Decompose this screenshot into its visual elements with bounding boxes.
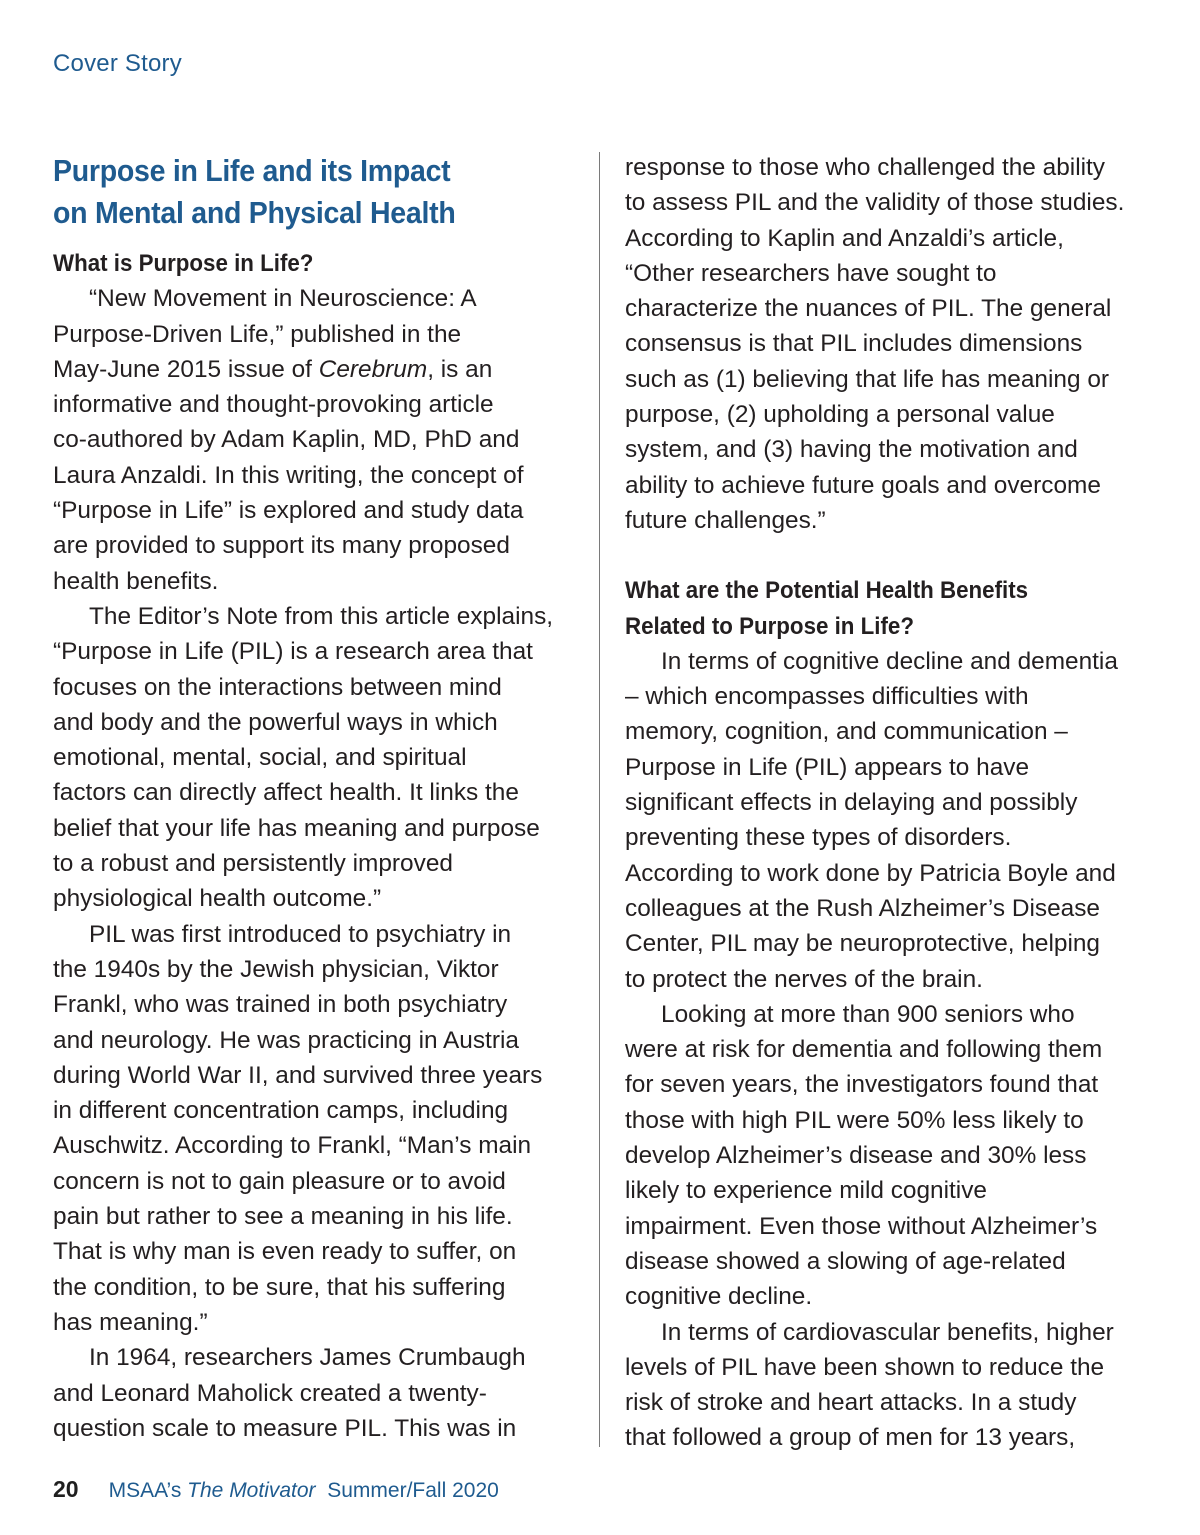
paragraph-gap [625, 538, 1150, 573]
text-line: focuses on the interactions between mind [53, 673, 502, 701]
right-column [625, 150, 1150, 1456]
page-footer [53, 1476, 499, 1503]
text-line: Laura Anzaldi. In this writing, the concept of [53, 461, 524, 489]
text-line: levels of PIL have been shown to reduce the [625, 1353, 1105, 1381]
text-line: significant effects in delaying and possibly [625, 789, 1078, 817]
text-line: The Editor’s Note from this article explains, [89, 602, 554, 630]
text-line: such as (1) believing that life has meaning or [625, 365, 1110, 393]
issue-label: Summer/Fall 2020 [315, 1479, 499, 1502]
text-line: consensus is that PIL includes dimensions [625, 330, 1083, 358]
text-line: to protect the nerves of the brain. [625, 965, 983, 993]
text-line: In 1964, researchers James Crumbaugh [89, 1344, 526, 1372]
text-line: preventing these types of disorders. [625, 824, 1012, 852]
journal-name: Cerebrum [318, 355, 428, 383]
text-line: response to those who challenged the ability [625, 154, 1106, 181]
subheading-health-benefits: What are the Potential Health Benefits Related to Purpose in Life? [625, 577, 1029, 640]
text-line: – which encompasses difficulties with [625, 683, 1029, 711]
text-line: concern is not to gain pleasure or to avoid [53, 1167, 506, 1195]
text-line: in different concentration camps, including [53, 1097, 509, 1125]
text-line: physiological health outcome.” [53, 885, 382, 913]
left-column [53, 150, 583, 1446]
text-line: and body and the powerful ways in which [53, 708, 498, 736]
text-line: develop Alzheimer’s disease and 30% less [625, 1142, 1087, 1170]
text-line: cognitive decline. [625, 1283, 813, 1311]
text-line: were at risk for dementia and following them [625, 1036, 1103, 1064]
title-line: on Mental and Physical Health [53, 195, 456, 230]
text-line: Purpose-Driven Life,” published in the [53, 320, 462, 348]
text-line: for seven years, the investigators found that [625, 1071, 1099, 1099]
text-line: informative and thought-provoking article [53, 391, 494, 419]
text-line: Purpose in Life (PIL) appears to have [625, 753, 1030, 781]
text-line: to a robust and persistently improved [53, 850, 453, 878]
text-line: “Other researchers have sought to [625, 259, 997, 287]
text-line: during World War II, and survived three years [53, 1061, 543, 1089]
text-line: the condition, to be sure, that his suffering [53, 1273, 506, 1301]
article-title [53, 150, 568, 234]
text-line: purpose, (2) upholding a personal value [625, 401, 1055, 429]
page-number: 20 [53, 1476, 79, 1502]
text-line: memory, cognition, and communication – [625, 718, 1068, 746]
text-line: question scale to measure PIL. This was in [53, 1414, 517, 1442]
text-line: May-June 2015 issue of Cerebrum, is an [53, 355, 493, 383]
text-line: Looking at more than 900 seniors who [661, 1000, 1075, 1028]
text-line: future challenges.” [625, 506, 826, 534]
text-line: characterize the nuances of PIL. The general [625, 295, 1112, 323]
text-line: Center, PIL may be neuroprotective, helping [625, 930, 1100, 958]
text-line: disease showed a slowing of age-related [625, 1247, 1066, 1275]
text-line: Auschwitz. According to Frankl, “Man’s main [53, 1132, 532, 1160]
text-line: health benefits. [53, 567, 219, 595]
text-line: According to Kaplin and Anzaldi’s article, [625, 224, 1064, 252]
text-line: colleagues at the Rush Alzheimer’s Disease [625, 894, 1100, 922]
publication-name: The Motivator [187, 1479, 316, 1502]
text-line: “New Movement in Neuroscience: A [89, 285, 477, 313]
text-line: That is why man is even ready to suffer, on [53, 1238, 517, 1266]
text-line: emotional, mental, social, and spiritual [53, 744, 467, 772]
text-line: belief that your life has meaning and purpose [53, 814, 540, 842]
text-line: “Purpose in Life (PIL) is a research area that [53, 638, 533, 666]
text-line: system, and (3) having the motivation and [625, 436, 1078, 464]
text-line: risk of stroke and heart attacks. In a study [625, 1389, 1077, 1417]
text-line: PIL was first introduced to psychiatry in [89, 920, 512, 948]
text-line: pain but rather to see a meaning in his life. [53, 1203, 513, 1231]
text-line: those with high PIL were 50% less likely to [625, 1106, 1084, 1134]
subheading-what-is-pil: What is Purpose in Life? [53, 250, 314, 277]
text-line: Frankl, who was trained in both psychiatry [53, 991, 508, 1019]
text-line: ability to achieve future goals and overcome [625, 471, 1101, 499]
text-line: impairment. Even those without Alzheimer’s [625, 1212, 1098, 1240]
text-line: are provided to support its many proposed [53, 532, 510, 560]
title-line: Purpose in Life and its Impact [53, 153, 451, 188]
column-divider [599, 152, 600, 1447]
text-line: likely to experience mild cognitive [625, 1177, 987, 1205]
text-line: that followed a group of men for 13 years, [625, 1424, 1076, 1452]
text-line: “Purpose in Life” is explored and study data [53, 497, 524, 525]
publication-prefix: MSAA’s [108, 1479, 188, 1502]
section-label: Cover Story [53, 50, 182, 77]
text-line: factors can directly affect health. It links the [53, 779, 519, 807]
text-line: the 1940s by the Jewish physician, Viktor [53, 955, 499, 983]
text-line: co-authored by Adam Kaplin, MD, PhD and [53, 426, 520, 454]
text-line: In terms of cardiovascular benefits, higher [661, 1318, 1114, 1346]
text-line: and neurology. He was practicing in Austria [53, 1026, 519, 1054]
text-line: to assess PIL and the validity of those studies. [625, 189, 1125, 217]
text-line: and Leonard Maholick created a twenty- [53, 1379, 487, 1407]
text-line: In terms of cognitive decline and dementia [661, 647, 1118, 675]
text-line: According to work done by Patricia Boyle and [625, 859, 1116, 887]
text-line: has meaning.” [53, 1308, 208, 1336]
